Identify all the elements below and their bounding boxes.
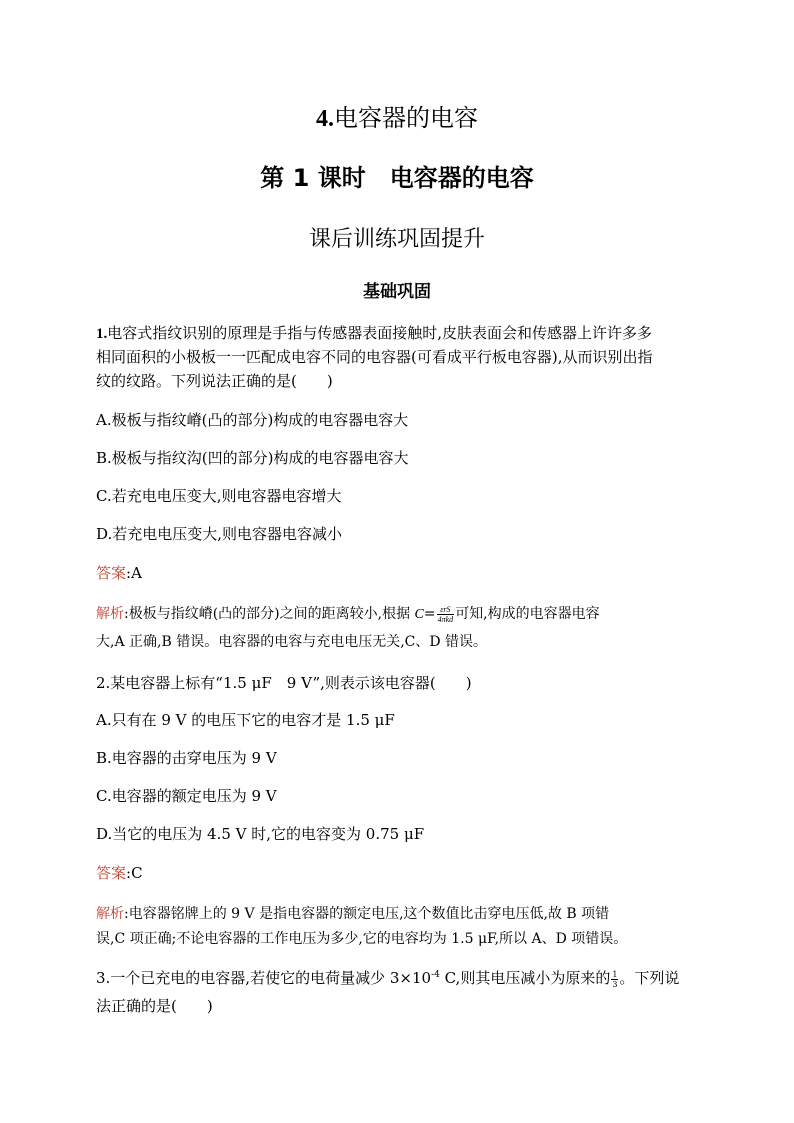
q2-analysis-line-2: 误,C 项正确;不论电容器的工作电压为多少,它的电容均为 1.5 μF,所以 A、D 项错误。 <box>96 931 628 947</box>
q1-analysis-line-1: 解析:极板与指纹嵴(凸的部分)之间的距离较小,根据 C= $\frac{\text{εrS}}{\text{4πkd}}$ 可知,构成的电容器电容 <box>96 604 600 624</box>
q1-option-c: C.若充电电压变大,则电容器电容增大 <box>96 487 342 505</box>
q2-answer: 答案:C <box>96 864 143 882</box>
q1-option-d: D.若充电电压变大,则电容器电容减小 <box>96 525 343 543</box>
subtitle: 课后训练巩固提升 <box>308 227 485 252</box>
q1-analysis-line-2: 大,A 正确,B 错误。电容器的电容与充电电压无关,C、D 错误。 <box>96 634 488 650</box>
q2-option-b: B.电容器的击穿电压为 9 V <box>96 749 277 767</box>
q2-option-d: D.当它的电压为 4.5 V 时,它的电容变为 0.75 μF <box>96 825 425 843</box>
capacitance-formula: $\frac{\text{εrS}}{\text{4πkd}}$ <box>437 604 454 624</box>
q1-line-3: 纹的纹路。下列说法正确的是( ) <box>96 372 333 390</box>
q3-line-1: 3.一个已充电的电容器,若使它的电荷量减少 $3\times 10^{-4}$ C,则其电压减小为原来的 $\frac{1}{3}$ 。下列说 <box>96 969 680 989</box>
q2-stem: 2.某电容器上标有“1.5 μF 9 V”,则表示该电容器( ) <box>96 674 472 692</box>
q2-analysis-line-1: 解析:电容器铭牌上的 9 V 是指电容器的额定电压,这个数值比击穿电压低,故 B 项错 <box>96 906 610 922</box>
q1-line-2: 相同面积的小极板一一匹配成电容不同的电容器(可看成平行板电容器),从而识别出指 <box>96 348 653 366</box>
q1-answer: 答案:A <box>96 564 142 582</box>
q2-option-a: A.只有在 9 V 的电压下它的电容才是 1.5 μF <box>96 711 395 729</box>
q1-option-b: B.极板与指纹沟(凹的部分)构成的电容器电容大 <box>96 449 409 467</box>
part-title: 基础巩固 <box>363 282 431 302</box>
q3-line-2: 法正确的是( ) <box>96 997 213 1015</box>
q1-line-1: 1.电容式指纹识别的原理是手指与传感器表面接触时,皮肤表面会和传感器上许许多多 <box>96 324 653 342</box>
q2-option-c: C.电容器的额定电压为 9 V <box>96 787 277 805</box>
q3-fraction: $\frac{1}{3}$ <box>612 969 618 989</box>
lesson-title: 第 1 课时 电容器的电容 <box>260 164 534 192</box>
q1-option-a: A.极板与指纹嵴(凸的部分)构成的电容器电容大 <box>96 411 409 429</box>
section-title: 4.电容器的电容 <box>316 104 478 132</box>
